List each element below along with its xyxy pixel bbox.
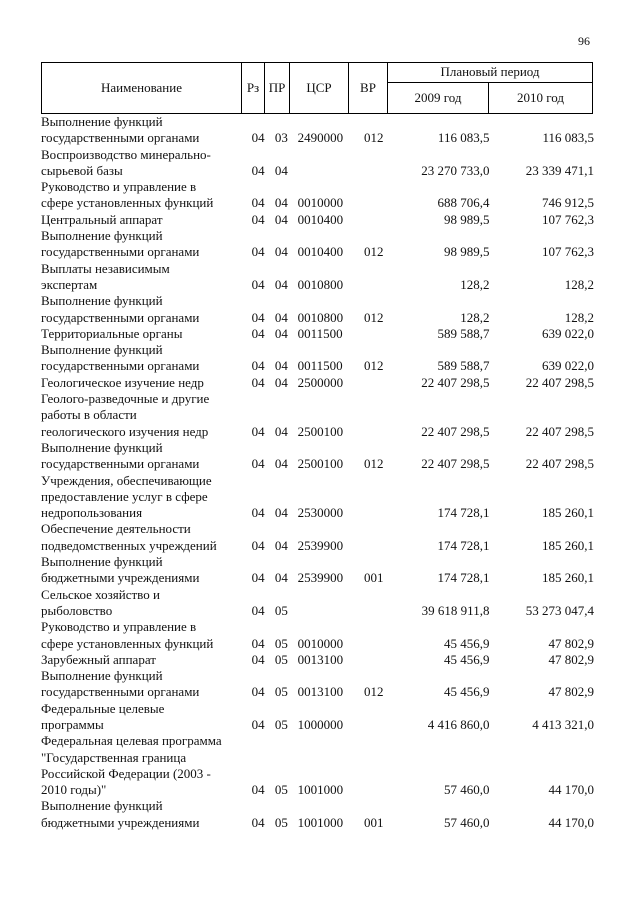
table-row (41, 147, 601, 180)
row-amount-2010: 22 407 298,5 (525, 374, 594, 390)
row-amount-2009: 39 618 911,8 (421, 602, 490, 618)
row-csr: 0010000 (297, 195, 344, 211)
row-rz: 04 (251, 456, 265, 472)
row-vr: 012 (363, 130, 384, 146)
row-amount-2009: 589 588,7 (437, 325, 490, 341)
row-csr: 0013100 (297, 651, 344, 667)
row-amount-2009: 174 728,1 (437, 570, 490, 586)
row-amount-2010: 23 339 471,1 (525, 162, 594, 178)
row-pr: 04 (274, 537, 288, 553)
row-csr: 0011500 (297, 358, 343, 374)
header-planned-period: Плановый период (440, 64, 540, 79)
row-pr: 04 (274, 505, 288, 521)
row-rz: 04 (251, 684, 265, 700)
row-rz: 04 (251, 423, 265, 439)
row-pr: 05 (274, 635, 288, 651)
row-rz: 04 (251, 374, 265, 390)
row-name: Выполнение функций государственными органами (41, 439, 200, 472)
row-amount-2009: 22 407 298,5 (421, 423, 490, 439)
row-name: Выполнение функций государственными органами (41, 114, 200, 146)
row-name: Руководство и управление в сфере установленных функций (41, 179, 214, 211)
table-row (41, 326, 601, 342)
row-pr: 04 (274, 570, 288, 586)
table-row (41, 798, 601, 831)
row-amount-2010: 4 413 321,0 (532, 716, 594, 732)
row-pr: 05 (274, 684, 288, 700)
row-amount-2009: 45 456,9 (443, 684, 490, 700)
row-name: Выполнение функций государственными органами (41, 342, 200, 374)
table-row (41, 440, 601, 473)
row-amount-2010: 128,2 (564, 309, 594, 325)
row-rz: 04 (251, 602, 265, 618)
row-rz: 04 (251, 309, 265, 325)
table-header (41, 62, 593, 114)
row-pr: 04 (274, 374, 288, 390)
row-rz: 04 (251, 130, 265, 146)
row-amount-2009: 45 456,9 (443, 651, 490, 667)
row-amount-2010: 128,2 (564, 276, 594, 292)
row-amount-2009: 688 706,4 (437, 195, 490, 211)
budget-table (41, 114, 601, 831)
row-amount-2010: 44 170,0 (548, 782, 594, 798)
table-row (41, 619, 601, 652)
row-csr: 0011500 (297, 325, 343, 341)
row-vr (354, 147, 393, 180)
header-rz: Рз (246, 79, 260, 95)
row-amount-2010: 22 407 298,5 (525, 423, 594, 439)
table-row (41, 587, 601, 620)
row-name: Федеральная целевая программа "Государственная граница Российской Федерации (2003 - 2010 годы)" (41, 733, 222, 798)
row-amount-2010: 639 022,0 (542, 358, 594, 374)
row-name: Выполнение функций государственными органами (41, 668, 200, 700)
row-csr: 1000000 (297, 716, 344, 732)
row-rz: 04 (251, 276, 265, 292)
row-rz: 04 (251, 635, 265, 651)
row-amount-2009: 22 407 298,5 (421, 456, 490, 472)
table-row (41, 701, 601, 734)
row-pr: 05 (274, 814, 288, 830)
row-vr (354, 375, 393, 391)
table-row (41, 652, 601, 668)
row-vr (354, 587, 393, 620)
row-vr (354, 326, 393, 342)
row-vr (354, 391, 393, 440)
row-name: Геологическое изучение недр (41, 374, 204, 390)
row-csr: 1001000 (297, 814, 344, 830)
row-name: Выполнение функций государственными органами (41, 293, 200, 325)
table-row (41, 261, 601, 294)
row-name: Выполнение функций бюджетными учреждениями (41, 554, 200, 586)
row-amount-2009: 98 989,5 (443, 211, 490, 227)
table-row (41, 391, 601, 440)
table-row (41, 733, 601, 798)
row-name: Руководство и управление в сфере установленных функций (41, 619, 214, 651)
row-pr: 04 (274, 309, 288, 325)
row-pr: 05 (274, 602, 288, 618)
row-vr: 012 (363, 309, 384, 325)
row-rz: 04 (251, 211, 265, 227)
row-name: Учреждения, обеспечивающие предоставление услуг в сфере недропользования (41, 472, 212, 521)
row-amount-2009: 57 460,0 (443, 814, 490, 830)
row-pr: 04 (274, 325, 288, 341)
row-pr: 04 (274, 195, 288, 211)
row-amount-2009: 4 416 860,0 (427, 716, 490, 732)
row-vr (354, 701, 393, 734)
row-amount-2009: 98 989,5 (443, 244, 490, 260)
row-csr (294, 147, 355, 180)
row-amount-2009: 174 728,1 (437, 505, 490, 521)
row-vr: 012 (363, 456, 384, 472)
row-rz: 04 (251, 325, 265, 341)
row-vr (354, 652, 393, 668)
row-rz: 04 (251, 716, 265, 732)
row-csr: 0013100 (297, 684, 344, 700)
row-vr (354, 521, 393, 554)
row-amount-2010: 47 802,9 (548, 651, 594, 667)
table-row (41, 212, 601, 228)
row-pr: 04 (274, 244, 288, 260)
row-name: Выполнение функций государственными органами (41, 228, 200, 260)
row-vr (354, 733, 393, 798)
row-name: Выполнение функций бюджетными учреждениями (41, 798, 200, 830)
row-amount-2009: 128,2 (460, 276, 490, 292)
table-row (41, 668, 601, 701)
row-rz: 04 (251, 244, 265, 260)
row-vr (354, 212, 393, 228)
row-rz: 04 (251, 651, 265, 667)
row-name: Центральный аппарат (41, 211, 163, 227)
row-amount-2009: 174 728,1 (437, 537, 490, 553)
row-pr: 04 (274, 456, 288, 472)
row-rz: 04 (251, 782, 265, 798)
row-amount-2009: 589 588,7 (437, 358, 490, 374)
row-pr: 04 (274, 162, 288, 178)
row-vr: 001 (363, 814, 384, 830)
table-row (41, 521, 601, 554)
row-csr: 2500000 (297, 374, 344, 390)
row-amount-2010: 185 260,1 (542, 505, 594, 521)
header-year-2010: 2010 год (517, 90, 564, 105)
table-row (41, 342, 601, 375)
table-row (41, 114, 601, 147)
row-vr: 001 (363, 570, 384, 586)
row-amount-2010: 116 083,5 (542, 130, 594, 146)
row-csr (294, 587, 355, 620)
row-vr: 012 (363, 684, 384, 700)
row-csr: 0010800 (297, 276, 344, 292)
row-amount-2010: 53 273 047,4 (525, 602, 594, 618)
row-pr: 05 (274, 782, 288, 798)
header-pr: ПР (268, 79, 286, 95)
row-rz: 04 (251, 537, 265, 553)
table-row (41, 179, 601, 212)
row-rz: 04 (251, 358, 265, 374)
row-amount-2010: 185 260,1 (542, 570, 594, 586)
row-name: Сельское хозяйство и рыболовство (41, 586, 160, 618)
row-vr (354, 179, 393, 212)
row-amount-2009: 22 407 298,5 (421, 374, 490, 390)
table-row (41, 228, 601, 261)
row-csr: 0010000 (297, 635, 344, 651)
row-csr: 0010400 (297, 211, 344, 227)
row-name: Обеспечение деятельности подведомственных учреждений (41, 521, 217, 553)
table-row (41, 293, 601, 326)
row-name: Федеральные целевые программы (41, 700, 165, 732)
row-name: Геолого-разведочные и другие работы в области геологического изучения недр (41, 391, 210, 439)
row-pr: 04 (274, 423, 288, 439)
row-amount-2010: 47 802,9 (548, 635, 594, 651)
header-year-2009: 2009 год (414, 90, 462, 105)
row-amount-2010: 44 170,0 (548, 814, 594, 830)
row-amount-2010: 639 022,0 (542, 325, 594, 341)
row-amount-2009: 57 460,0 (443, 782, 490, 798)
row-pr: 05 (274, 651, 288, 667)
row-csr: 0010400 (297, 244, 344, 260)
row-amount-2010: 107 762,3 (542, 244, 594, 260)
row-amount-2010: 47 802,9 (548, 684, 594, 700)
row-csr: 2490000 (297, 130, 344, 146)
row-vr: 012 (363, 358, 384, 374)
row-csr: 1001000 (297, 782, 344, 798)
row-csr: 2539900 (297, 570, 344, 586)
table-row (41, 554, 601, 587)
row-csr: 2530000 (297, 505, 344, 521)
row-pr: 03 (274, 130, 288, 146)
row-name: Выплаты независимым экспертам (41, 260, 170, 292)
row-name: Воспроизводство минерально- сырьевой базы (41, 146, 211, 178)
row-vr (354, 473, 393, 522)
row-amount-2010: 746 912,5 (542, 195, 594, 211)
row-rz: 04 (251, 814, 265, 830)
row-vr: 012 (363, 244, 384, 260)
row-name: Территориальные органы (41, 325, 183, 341)
row-amount-2009: 116 083,5 (437, 130, 490, 146)
row-pr: 04 (274, 211, 288, 227)
header-csr: ЦСР (306, 79, 332, 95)
row-amount-2009: 128,2 (460, 309, 490, 325)
row-csr: 2500100 (297, 423, 344, 439)
row-name: Зарубежный аппарат (41, 651, 156, 667)
row-rz: 04 (251, 195, 265, 211)
row-rz: 04 (251, 505, 265, 521)
table-row (41, 473, 601, 522)
row-amount-2009: 23 270 733,0 (421, 162, 490, 178)
row-amount-2010: 185 260,1 (542, 537, 594, 553)
row-pr: 05 (274, 716, 288, 732)
row-rz: 04 (251, 570, 265, 586)
row-pr: 04 (274, 358, 288, 374)
header-name: Наименование (101, 79, 182, 95)
row-pr: 04 (274, 276, 288, 292)
header-vr: ВР (360, 79, 376, 95)
table-row (41, 375, 601, 391)
row-csr: 2539900 (297, 537, 344, 553)
row-rz: 04 (251, 162, 265, 178)
row-amount-2009: 45 456,9 (443, 635, 490, 651)
row-amount-2010: 22 407 298,5 (525, 456, 594, 472)
row-amount-2010: 107 762,3 (542, 211, 594, 227)
row-vr (354, 261, 393, 294)
page-number: 96 (578, 34, 590, 48)
row-csr: 2500100 (297, 456, 344, 472)
row-csr: 0010800 (297, 309, 344, 325)
row-vr (354, 619, 393, 652)
